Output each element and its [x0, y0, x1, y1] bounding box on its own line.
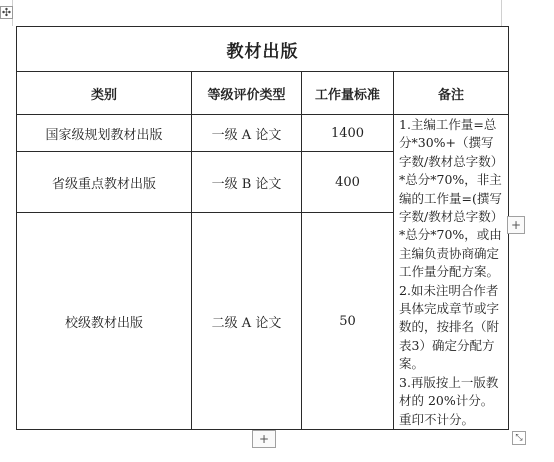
cell-level: 一级 A 论文: [192, 115, 302, 152]
add-column-plus-icon[interactable]: +: [507, 216, 525, 234]
note-cell: 1.主编工作量=总分*30%+（撰写字数/教材总字数）*总分*70%，非主编的工作量=(撰写字数/教材总字数）*总分*70%，或由主编负责协商确定工作量分配方案。 2.如未注明合作者具体完成章节或字数的，按排名（附表3）确定分配方案。 3.再版按上一版教材的 20%计分。重印不计分。: [394, 115, 509, 430]
page-corner-mark: [501, 0, 502, 26]
cell-level: 一级 B 论文: [192, 152, 302, 213]
table-resize-icon[interactable]: ⤡: [512, 431, 526, 445]
teaching-material-table: [16, 26, 509, 430]
cell-standard: 400: [302, 152, 394, 213]
cell-level: 二级 A 论文: [192, 213, 302, 430]
header-note: 备注: [394, 72, 509, 115]
header-level: 等级评价类型: [192, 72, 302, 115]
table-title: 教材出版: [17, 27, 509, 72]
cell-category: 国家级规划教材出版: [17, 115, 192, 152]
cell-standard: 50: [302, 213, 394, 430]
add-row-plus-icon[interactable]: +: [252, 430, 276, 448]
table-row: [17, 115, 509, 152]
cell-category: 省级重点教材出版: [17, 152, 192, 213]
header-category: 类别: [17, 72, 192, 115]
cell-standard: 1400: [302, 115, 394, 152]
table-move-handle-icon[interactable]: ✣: [1, 6, 12, 19]
cell-category: 校级教材出版: [17, 213, 192, 430]
header-standard: 工作量标准: [302, 72, 394, 115]
